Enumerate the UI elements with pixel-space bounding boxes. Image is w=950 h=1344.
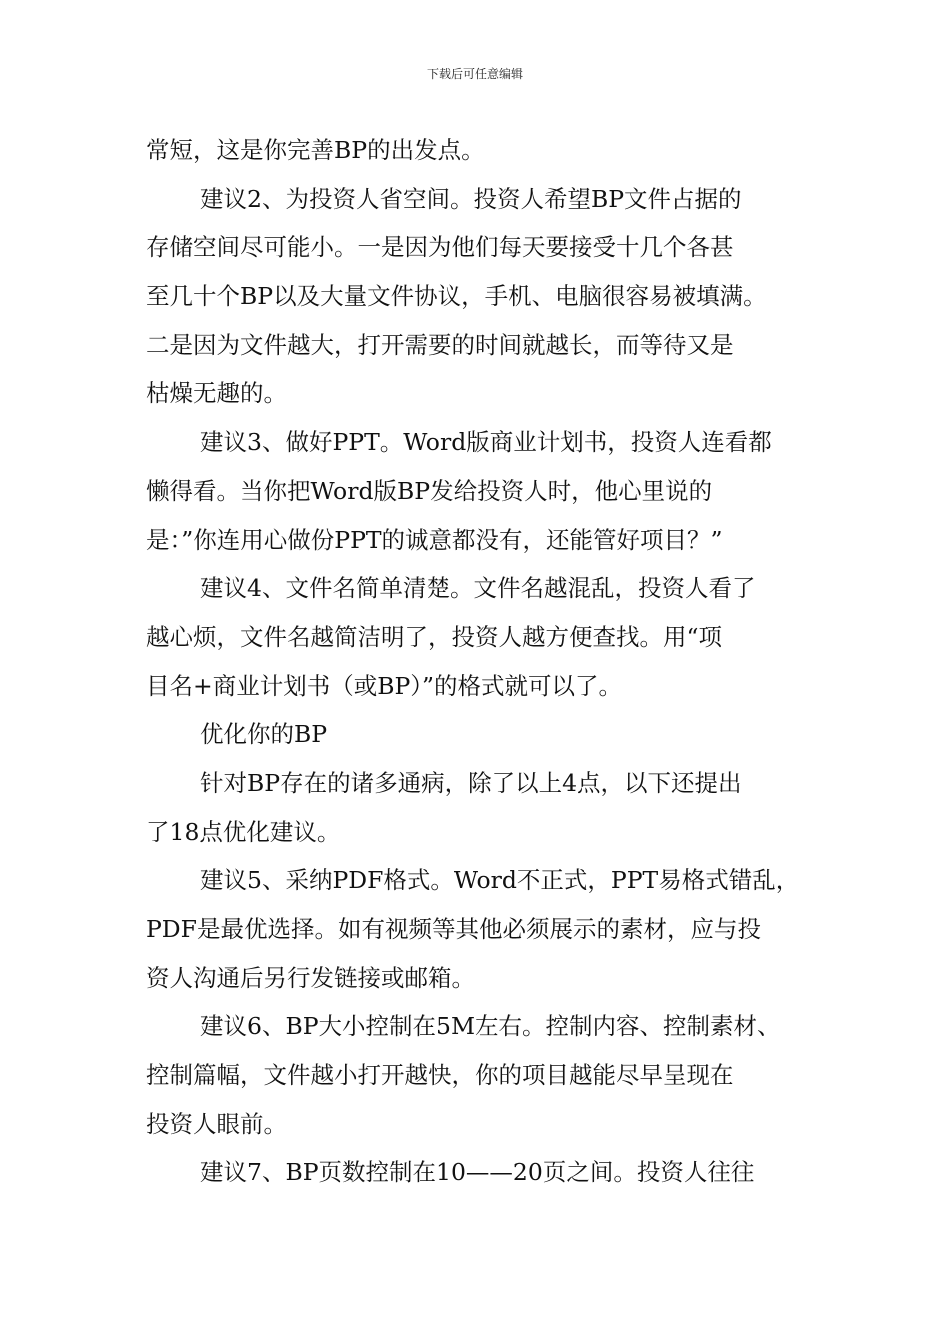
text-line: 建议7、BP页数控制在10——20页之间。投资人往往 [200,1158,755,1187]
text-line: 枯燥无趣的。 [146,379,287,408]
text-line: 存储空间尽可能小。一是因为他们每天要接受十几个各甚 [146,233,734,262]
text-line: 二是因为文件越大，打开需要的时间就越长，而等待又是 [146,330,734,359]
text-line: 建议3、做好PPT。Word版商业计划书，投资人连看都 [200,428,772,457]
text-line: 控制篇幅，文件越小打开越快，你的项目越能尽早呈现在 [146,1061,734,1090]
text-line: 懒得看。当你把Word版BP发给投资人时，他心里说的 [146,476,713,505]
text-line: 建议4、文件名简单清楚。文件名越混乱，投资人看了 [200,574,756,603]
text-line: 是：”你连用心做份PPT的诚意都没有，还能管好项目？” [146,525,723,554]
text-line: 投资人眼前。 [146,1109,287,1138]
text-line: 至几十个BP以及大量文件协议，手机、电脑很容易被填满。 [146,282,767,311]
text-line: 资人沟通后另行发链接或邮箱。 [146,963,475,992]
text-line: 常短，这是你完善BP的出发点。 [146,136,485,164]
text-line: 建议6、BP大小控制在5M左右。控制内容、控制素材、 [200,1012,781,1041]
document-body [146,126,810,1197]
text-line: 了18点优化建议。 [146,817,341,846]
text-line: PDF是最优选择。如有视频等其他必须展示的素材，应与投 [146,915,761,943]
text-line: 越心烦，文件名越简洁明了，投资人越方便查找。用“项 [146,622,723,651]
text-line: 建议2、为投资人省空间。投资人希望BP文件占据的 [200,184,742,213]
page-header: 下载后可任意编辑 [426,67,523,81]
text-line: 建议5、采纳PDF格式。Word不正式，PPT易格式错乱， [200,866,800,895]
section-heading: 优化你的BP [200,720,328,749]
text-line: 针对BP存在的诸多通病，除了以上4点，以下还提出 [200,768,742,797]
text-line: 目名+商业计划书（或BP）”的格式就可以了。 [146,671,623,700]
